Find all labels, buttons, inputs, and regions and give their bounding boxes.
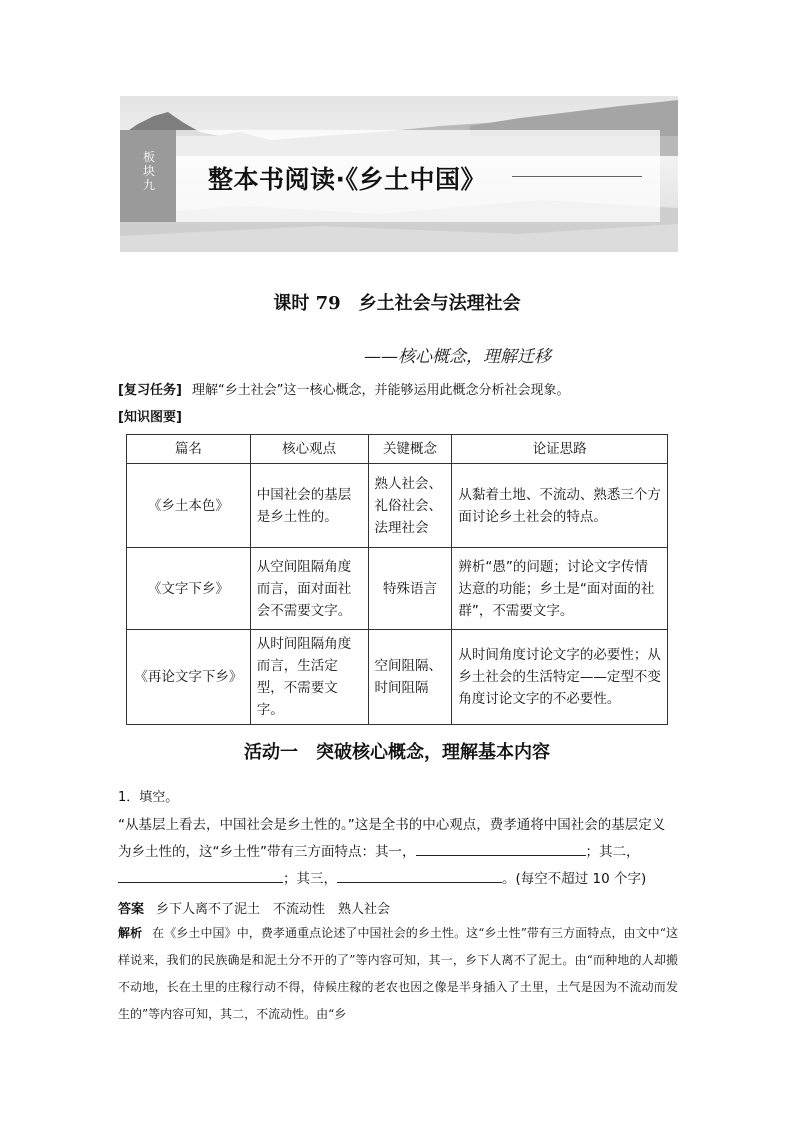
table-row	[127, 548, 668, 630]
table-row	[127, 464, 668, 548]
lesson-subtitle: ——核心概念，理解迁移	[364, 347, 551, 367]
section-tag-text: 板块九	[142, 150, 155, 192]
question-number: 1．填空。	[118, 790, 179, 805]
blank-separator-3: ；其三，	[283, 871, 337, 887]
header-view: 核心观点	[250, 435, 368, 464]
cell-title: 《再论文字下乡》	[127, 630, 251, 725]
question-stem-text: “从基层上看去，中国社会是乡土性的。”这是全书的中心观点，费孝通将中国社会的基层定义为乡土性的，这“乡土性”带有三方面特点：其一，	[118, 817, 666, 860]
cell-view: 中国社会的基层是乡土性的。	[250, 464, 368, 548]
cell-view: 从时间阻隔角度而言，生活定型，不需要文字。	[250, 630, 368, 725]
review-task-text: 理解“乡土社会”这一核心概念，并能够运用此概念分析社会现象。	[192, 383, 570, 398]
cell-concept: 特殊语言	[368, 548, 452, 630]
cell-title: 《乡土本色》	[127, 464, 251, 548]
analysis-label: 解析	[118, 926, 143, 940]
header-logic: 论证思路	[452, 435, 668, 464]
cell-logic: 辨析“愚”的问题；讨论文字传情达意的功能；乡土是“面对面的社群”，不需要文字。	[452, 548, 668, 630]
table-row	[127, 630, 668, 725]
answer-text: 乡下人离不了泥土 不流动性 熟人社会	[156, 902, 391, 917]
review-task	[118, 383, 570, 399]
cell-concept: 熟人社会、礼俗社会、法理社会	[368, 464, 452, 548]
question-tail: 。(每空不超过 10 个字)	[502, 871, 647, 887]
answer-blank-2[interactable]	[118, 868, 283, 883]
cell-title: 《文字下乡》	[127, 548, 251, 630]
answer-blank-1[interactable]	[416, 841, 586, 856]
cell-concept: 空间阻隔、时间阻隔	[368, 630, 452, 725]
header-concept: 关键概念	[368, 435, 452, 464]
header-title: 篇名	[127, 435, 251, 464]
review-task-label: [复习任务]	[118, 383, 182, 398]
cell-logic: 从时间角度讨论文字的必要性；从乡土社会的生活特定——定型不变角度讨论文字的不必要性。	[452, 630, 668, 725]
answer-blank-3[interactable]	[337, 868, 502, 883]
title-rule	[512, 176, 642, 177]
answer-line	[118, 898, 390, 917]
analysis-text: 在《乡土中国》中，费孝通重点论述了中国社会的乡土性。这“乡土性”带有三方面特点，由文中“这样说来，我们的民族确是和泥土分不开的了”等内容可知，其一，乡下人离不了泥土。由“而种地的人却搬不动地，长在土里的庄稼行动不得，侍候庄稼的老农也因之像是半身插入了土里，土气是因为不流动而发生的”等内容可知，其二，不流动性。由“乡	[118, 926, 678, 1021]
analysis-paragraph	[118, 920, 678, 1028]
lesson-title: 课时 79 乡土社会与法理社会	[273, 293, 521, 314]
book-title: 整本书阅读·《乡土中国》	[208, 165, 486, 194]
answer-label: 答案	[118, 902, 145, 917]
blank-separator-2: ；其二，	[585, 844, 640, 860]
table-header-row	[127, 435, 668, 464]
knowledge-map-label: [知识图要]	[118, 410, 182, 425]
cell-view: 从空间阻隔角度而言，面对面社会不需要文字。	[250, 548, 368, 630]
activity-title: 活动一 突破核心概念，理解基本内容	[244, 742, 550, 763]
knowledge-map-table	[126, 434, 668, 725]
cell-logic: 从黏着土地、不流动、熟悉三个方面讨论乡土社会的特点。	[452, 464, 668, 548]
question-stem	[118, 812, 678, 893]
